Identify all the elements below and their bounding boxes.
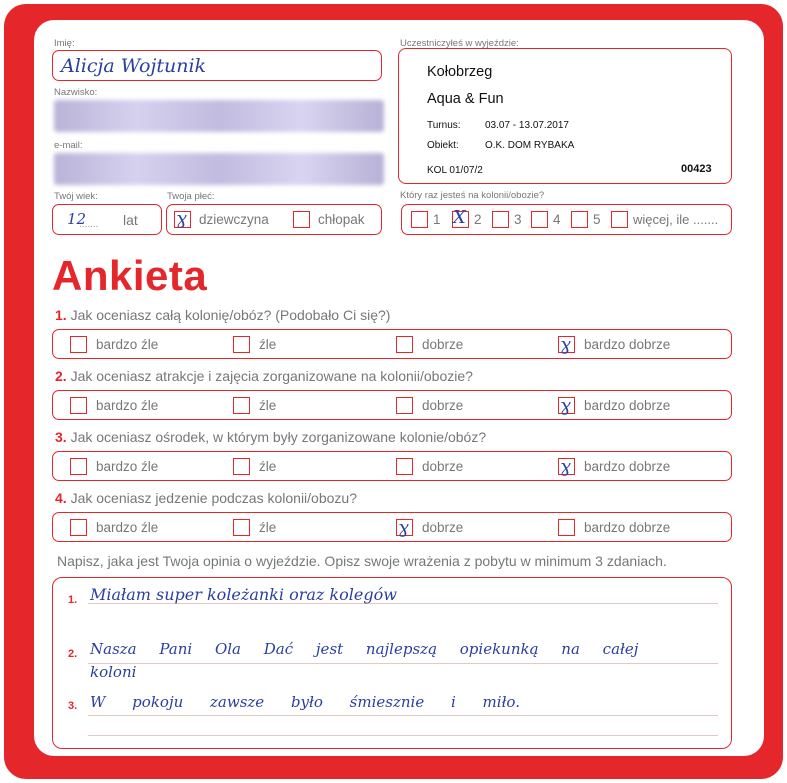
first-name-label: Imię: <box>54 38 75 49</box>
ruled-line <box>88 715 718 716</box>
gender-girl-label: dziewczyna <box>199 212 269 227</box>
object-label: Obiekt: <box>427 140 459 151</box>
gender-label: Twoja płeć: <box>167 191 215 202</box>
which-time-label: Który raz jesteś na kolonii/obozie? <box>400 190 545 201</box>
q4-option-1-checkbox[interactable] <box>70 519 87 536</box>
last-name-label: Nazwisko: <box>54 87 98 98</box>
trip-city: Kołobrzeg <box>427 64 493 80</box>
q3-option-3-checkbox[interactable] <box>396 458 413 475</box>
q1-checkmark: ɣ <box>560 334 571 355</box>
trip-number: 00423 <box>681 163 712 175</box>
email-label: e-mail: <box>54 140 83 151</box>
trip-info-box <box>398 48 732 184</box>
q2-option-4-label: bardzo dobrze <box>584 398 671 413</box>
q3-option-2-label: źle <box>259 459 277 474</box>
object-value: O.K. DOM RYBAKA <box>485 140 575 151</box>
time-2-checkmark: X <box>453 207 466 228</box>
q4-option-3-label: dobrze <box>422 520 464 535</box>
q4-option-2-checkbox[interactable] <box>233 519 250 536</box>
q2-option-2-label: źle <box>259 398 277 413</box>
time-5-label: 5 <box>593 212 601 227</box>
q2-option-1-label: bardzo źle <box>96 398 159 413</box>
trip-program: Aqua & Fun <box>427 91 504 107</box>
q3-option-1-label: bardzo źle <box>96 459 159 474</box>
q3-option-4-label: bardzo dobrze <box>584 459 671 474</box>
gender-boy-checkbox[interactable] <box>293 211 310 228</box>
q1-option-2-label: źle <box>259 337 277 352</box>
q2-option-3-checkbox[interactable] <box>396 397 413 414</box>
q1-option-1-label: bardzo źle <box>96 337 159 352</box>
q3-option-3-label: dobrze <box>422 459 464 474</box>
q4-option-1-label: bardzo źle <box>96 520 159 535</box>
age-value: 12 <box>67 210 87 228</box>
q1-option-2-checkbox[interactable] <box>233 336 250 353</box>
q3-checkmark: ɣ <box>560 456 571 477</box>
last-name-redacted <box>54 100 384 132</box>
question-label: Jak oceniasz całą kolonię/obóz? (Podobało Ci się?) <box>70 307 391 323</box>
q1-option-4-label: bardzo dobrze <box>584 337 671 352</box>
age-field[interactable]: 12 ....... lat <box>52 204 162 235</box>
time-3-label: 3 <box>514 212 522 227</box>
trip-code: KOL 01/07/2 <box>427 165 483 176</box>
survey-title: Ankieta <box>52 252 208 299</box>
question-4-text <box>55 490 357 506</box>
q1-option-1-checkbox[interactable] <box>70 336 87 353</box>
opinion-line-2-continuation: koloni <box>90 663 137 681</box>
q1-option-3-checkbox[interactable] <box>396 336 413 353</box>
opinion-line-3-text: W pokoju zawsze było śmiesznie i miło. <box>90 693 520 711</box>
first-name-field[interactable] <box>52 50 382 81</box>
q4-option-4-label: bardzo dobrze <box>584 520 671 535</box>
time-3-checkbox[interactable] <box>492 211 509 228</box>
age-label: Twój wiek: <box>54 191 98 202</box>
ruled-line <box>88 663 718 664</box>
question-2-text <box>55 368 473 384</box>
question-number: 1. <box>55 307 67 323</box>
time-4-checkbox[interactable] <box>531 211 548 228</box>
time-1-checkbox[interactable] <box>411 211 428 228</box>
q4-option-2-label: źle <box>259 520 277 535</box>
time-4-label: 4 <box>553 212 561 227</box>
age-unit: lat <box>123 212 138 228</box>
q1-option-3-label: dobrze <box>422 337 464 352</box>
opinion-line-2-text: Nasza Pani Ola Dać jest najlepszą opiekunką na całej <box>90 640 639 658</box>
turnus-value: 03.07 - 13.07.2017 <box>485 120 569 131</box>
question-3-text <box>55 429 486 445</box>
question-label: Jak oceniasz jedzenie podczas kolonii/obozu? <box>70 490 357 506</box>
q3-option-1-checkbox[interactable] <box>70 458 87 475</box>
q2-option-3-label: dobrze <box>422 398 464 413</box>
gender-girl-checkmark: ɣ <box>176 208 187 229</box>
first-name-value: Alicja Wojtunik <box>61 55 207 77</box>
question-number: 2. <box>55 368 67 384</box>
opinion-line-1-text: Miałam super koleżanki oraz kolegów <box>90 585 397 604</box>
opinion-line-1-number: 1. <box>68 594 78 606</box>
question-number: 3. <box>55 429 67 445</box>
q2-option-2-checkbox[interactable] <box>233 397 250 414</box>
ruled-line <box>88 735 718 736</box>
q2-option-1-checkbox[interactable] <box>70 397 87 414</box>
time-more-checkbox[interactable] <box>611 211 628 228</box>
time-more-label: więcej, ile ....... <box>633 212 719 227</box>
question-number: 4. <box>55 490 67 506</box>
q4-checkmark: ɣ <box>398 517 409 538</box>
turnus-label: Turnus: <box>427 120 461 131</box>
question-1-text <box>55 307 390 323</box>
q2-checkmark: ɣ <box>560 395 571 416</box>
time-5-checkbox[interactable] <box>571 211 588 228</box>
q3-option-2-checkbox[interactable] <box>233 458 250 475</box>
email-redacted <box>54 153 384 185</box>
q4-option-4-checkbox[interactable] <box>558 519 575 536</box>
opinion-line-2-number: 2. <box>68 648 78 660</box>
question-label: Jak oceniasz atrakcje i zajęcia zorganizowane na kolonii/obozie? <box>70 368 473 384</box>
participant-label: Uczestniczyłeś w wyjeździe: <box>400 38 519 49</box>
time-1-label: 1 <box>433 212 441 227</box>
question-label: Jak oceniasz ośrodek, w którym były zorganizowane kolonie/obóz? <box>70 429 487 445</box>
opinion-prompt: Napisz, jaka jest Twoja opinia o wyjeździe. Opisz swoje wrażenia z pobytu w minimum 3 zdaniach. <box>57 553 667 569</box>
time-2-label: 2 <box>474 212 482 227</box>
gender-boy-label: chłopak <box>318 212 365 227</box>
opinion-line-3-number: 3. <box>68 700 78 712</box>
